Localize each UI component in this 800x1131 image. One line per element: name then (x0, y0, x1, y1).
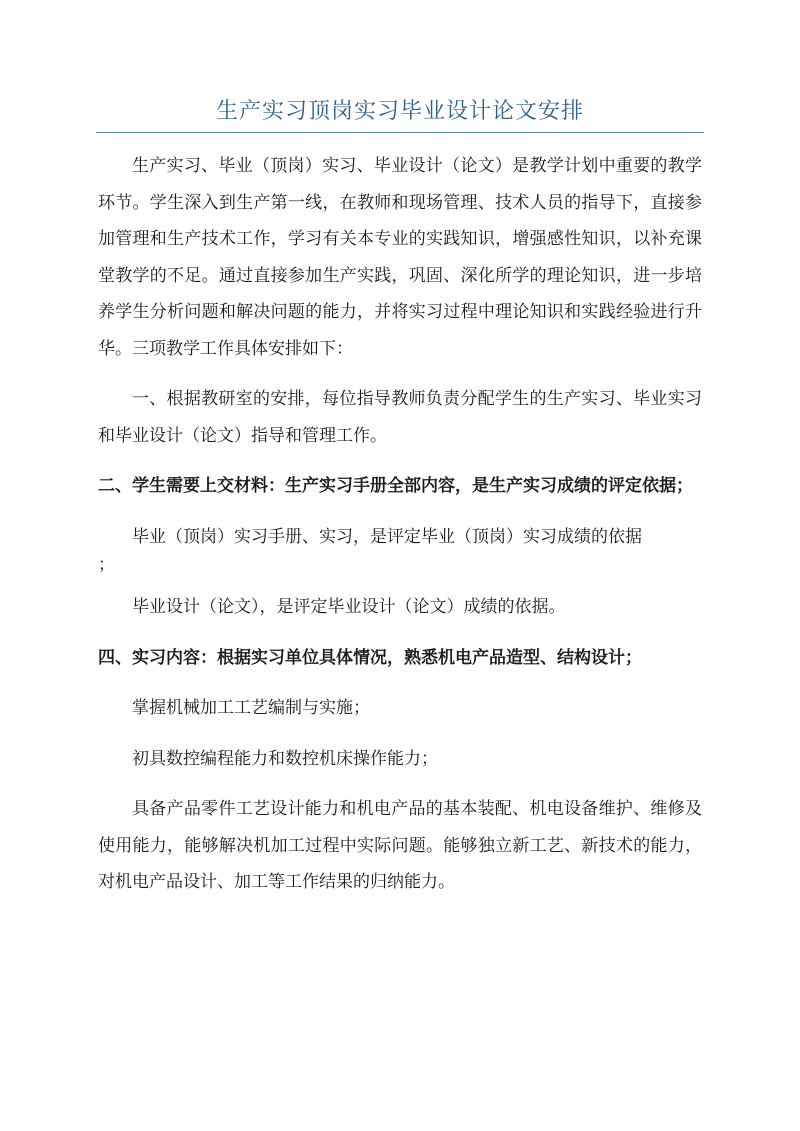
intro-paragraph: 生产实习、毕业（顶岗）实习、毕业设计（论文）是教学计划中重要的教学环节。学生深入到生产第一线，在教师和现场管理、技术人员的指导下，直接参加管理和生产技术工作，学习有关本专业的实践知识，增强感性知识，以补充课堂教学的不足。通过直接参加生产实践，巩固、深化所学的理论知识，进一步培养学生分析问题和解决问题的能力，并将实习过程中理论知识和实践经验进行升华。三项教学工作具体安排如下： (98, 156, 702, 359)
section-4-heading: 四、实习内容：根据实习单位具体情况，熟悉机电产品造型、结构设计； (98, 647, 642, 668)
section-2-heading: 二、学生需要上交材料：生产实习手册全部内容，是生产实习成绩的评定依据； (98, 476, 693, 496)
content-2-paragraph: 初具数控编程能力和数控机床操作能力； (132, 748, 438, 769)
content-1-paragraph: 掌握机械加工工艺编制与实施； (132, 698, 370, 718)
material-1-paragraph: 毕业（顶岗）实习手册、实习，是评定毕业（顶岗）实习成绩的依据 (132, 526, 642, 547)
material-2-paragraph: 毕业设计（论文），是评定毕业设计（论文）成绩的依据。 (132, 597, 566, 617)
document-title: 生产实习顶岗实习毕业设计论文安排 (215, 99, 584, 124)
document-body (98, 148, 702, 901)
item-1-paragraph: 一、根据教研室的安排，每位指导教师负责分配学生的生产实习、毕业实习和毕业设计（论文）指导和管理工作。 (98, 389, 702, 446)
content-3-paragraph: 具备产品零件工艺设计能力和机电产品的基本装配、机电设备维护、维修及使用能力，能够解决机加工过程中实际问题。能够独立新工艺、新技术的能力，对机电产品设计、加工等工作结果的归纳能力。 (98, 799, 702, 892)
title-underline (96, 132, 704, 133)
material-1-tail: ； (98, 555, 115, 575)
